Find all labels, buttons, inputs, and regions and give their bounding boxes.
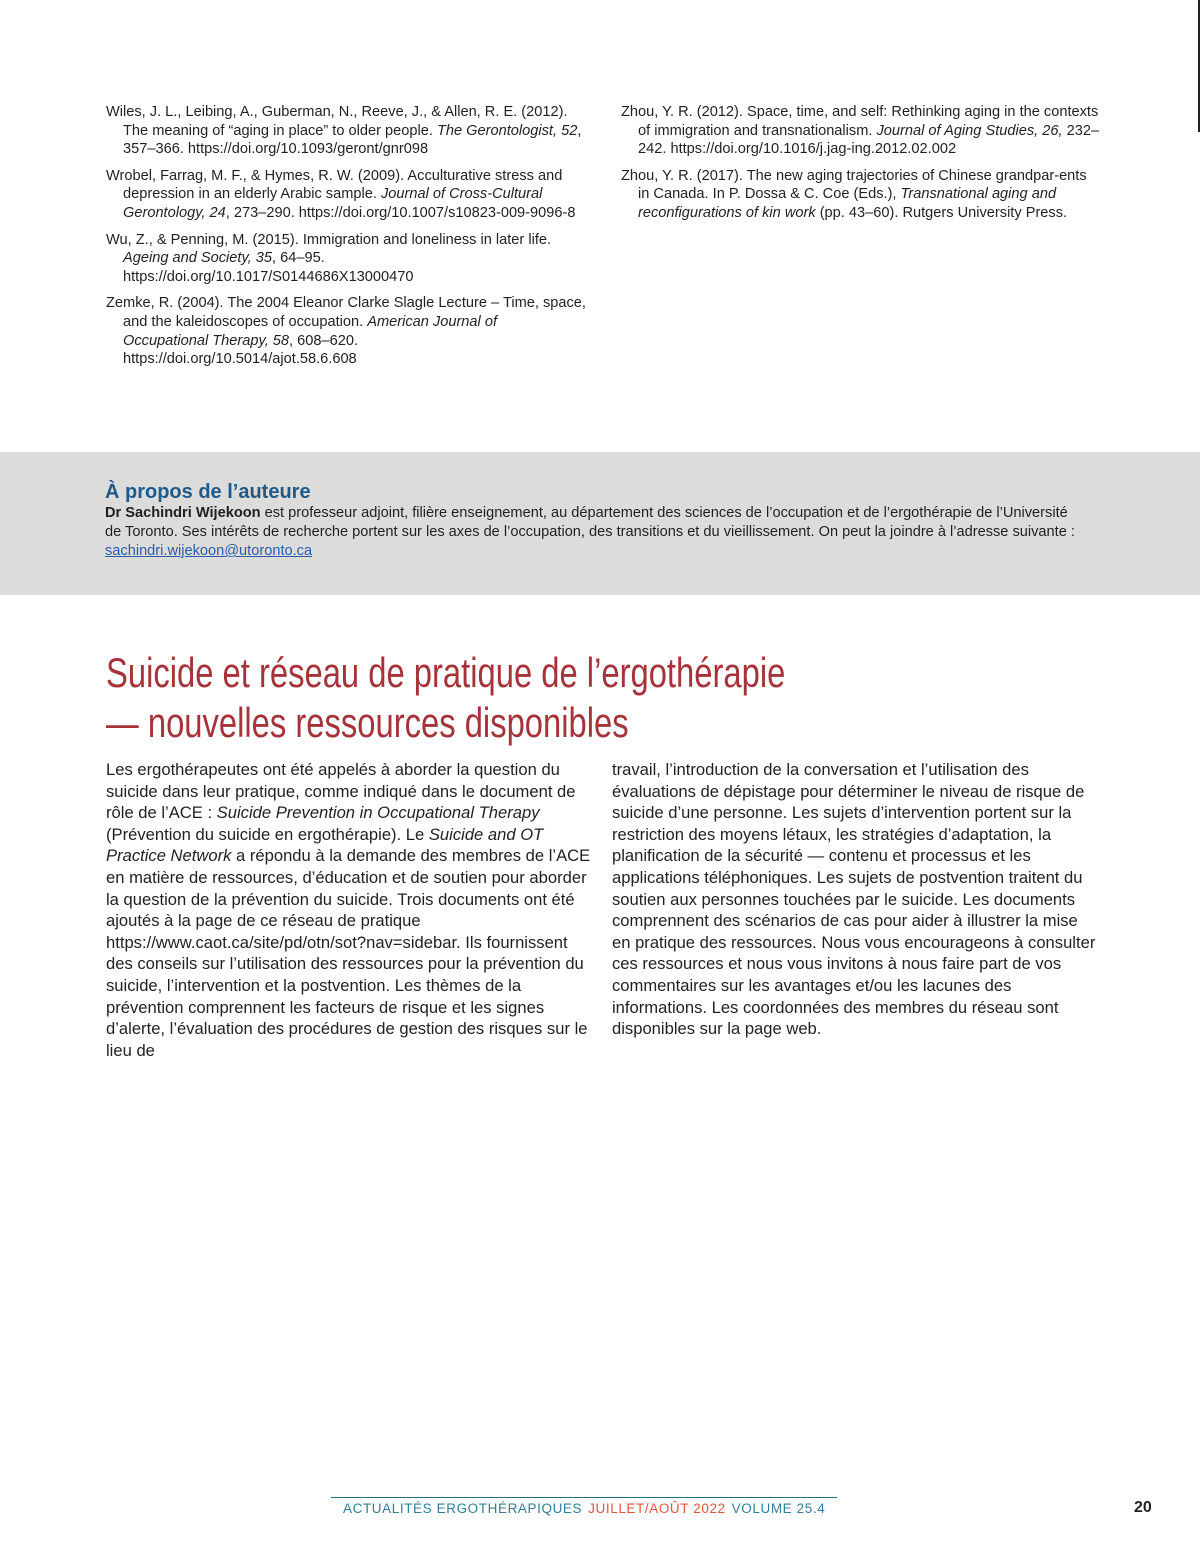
reference-entry: Wu, Z., & Penning, M. (2015). Immigration and loneliness in later life. Ageing and Society, 35, 64–95. https://doi.org/10.1017/S0144686X13000470 xyxy=(106,231,552,285)
reference-entry: Wiles, J. L., Leibing, A., Guberman, N., Reeve, J., & Allen, R. E. (2012). The meaning of “aging in place” to older people. The Gerontologist, 52, 357–366. https://doi.org/10.1093/geront/gnr098 xyxy=(106,104,582,158)
issue-date: JUILLET/AOÛT 2022 xyxy=(588,1501,726,1516)
reference-entry: Wrobel, Farrag, M. F., & Hymes, R. W. (2009). Acculturative stress and depression in an elderly Arabic sample. Journal of Cross-Cultural Gerontology, 24, 273–290. https://doi.org/10.1007/s10823-009-9096-8 xyxy=(106,167,576,221)
references-left-column xyxy=(106,103,586,377)
about-author-heading: À propos de l’auteure xyxy=(105,481,311,503)
footer-divider xyxy=(331,1497,837,1498)
reference-entry: Zhou, Y. R. (2017). The new aging trajectories of Chinese grandpar-ents in Canada. In P. Dossa & C. Coe (Eds.), Transnational aging and reconfigurations of kin work (pp. 43–60). Rutgers University Press. xyxy=(621,167,1087,221)
about-author-text: Dr Sachindri Wijekoon est professeur adjoint, filière enseignement, au département des sciences de l’occupation et de l’ergothérapie de l’Université de Toronto. Ses intérêts de recherche portent sur les axes de l’occupation, des transitions et du vieillissement. On peut la joindre à l’adresse suivante : sachindri.wijekoon@utoronto.ca xyxy=(105,505,1075,559)
footer-publication-info xyxy=(343,1501,825,1516)
page-number: 20 xyxy=(1134,1499,1152,1516)
article-body-right: travail, l’introduction de la conversation et l’utilisation des évaluations de dépistage pour déterminer le niveau de risque de suicide d’une personne. Les sujets d’intervention portent sur la restriction des moyens létaux, les stratégies d’adaptation, la planification de la sécurité — contenu et processus et les applications téléphoniques. Les sujets de postvention traitent du soutien aux personnes touchées par le suicide. Les documents comprennent des scénarios de cas pour aider à illustrer la mise en pratique des ressources. Nous vous encourageons à consulter ces ressources et nous vous invitons à nous faire part de vos commentaires sur les avantages et/ou les lacunes des informations. Les coordonnées des membres du réseau sont disponibles sur la page web. xyxy=(612,760,1096,1039)
article-title: Suicide et réseau de pratique de l’ergothérapie — nouvelles ressources disponibles xyxy=(106,649,786,746)
about-author-box xyxy=(0,452,1200,595)
article-body-left: Les ergothérapeutes ont été appelés à aborder la question du suicide dans leur pratique, comme indiqué dans le document de rôle de l’ACE : Suicide Prevention in Occupational Therapy (Prévention du suicide en ergothérapie). Le Suicide and OT Practice Network a répondu à la demande des membres de l’ACE en matière de ressources, d’éducation et de soutien pour aborder la question de la prévention du suicide. Trois documents ont été ajoutés à la page de ce réseau de pratique https://www.caot.ca/site/pd/otn/sot?nav=sidebar. Ils fournissent des conseils sur l’utilisation des ressources pour la prévention du suicide, l’intervention et la postvention. Les thèmes de la prévention comprennent les facteurs de risque et les signes d’alerte, l’évaluation des procédures de gestion des risques sur le lieu de xyxy=(106,760,591,1060)
reference-entry: Zemke, R. (2004). The 2004 Eleanor Clarke Slagle Lecture – Time, space, and the kaleidoscopes of occupation. American Journal of Occupational Therapy, 58, 608–620. https://doi.org/10.5014/ajot.58.6.608 xyxy=(106,295,586,368)
volume-number: VOLUME 25.4 xyxy=(731,1501,826,1516)
references-right-column xyxy=(621,103,1101,231)
author-name: Dr Sachindri Wijekoon xyxy=(105,505,261,521)
author-email-link[interactable]: sachindri.wijekoon@utoronto.ca xyxy=(105,543,313,559)
reference-entry: Zhou, Y. R. (2012). Space, time, and self: Rethinking aging in the contexts of immigration and transnationalism. Journal of Aging Studies, 26, 232–242. https://doi.org/10.1016/j.jag-ing.2012.02.002 xyxy=(621,104,1100,158)
publication-name: ACTUALITÉS ERGOTHÉRAPIQUES xyxy=(343,1501,583,1516)
